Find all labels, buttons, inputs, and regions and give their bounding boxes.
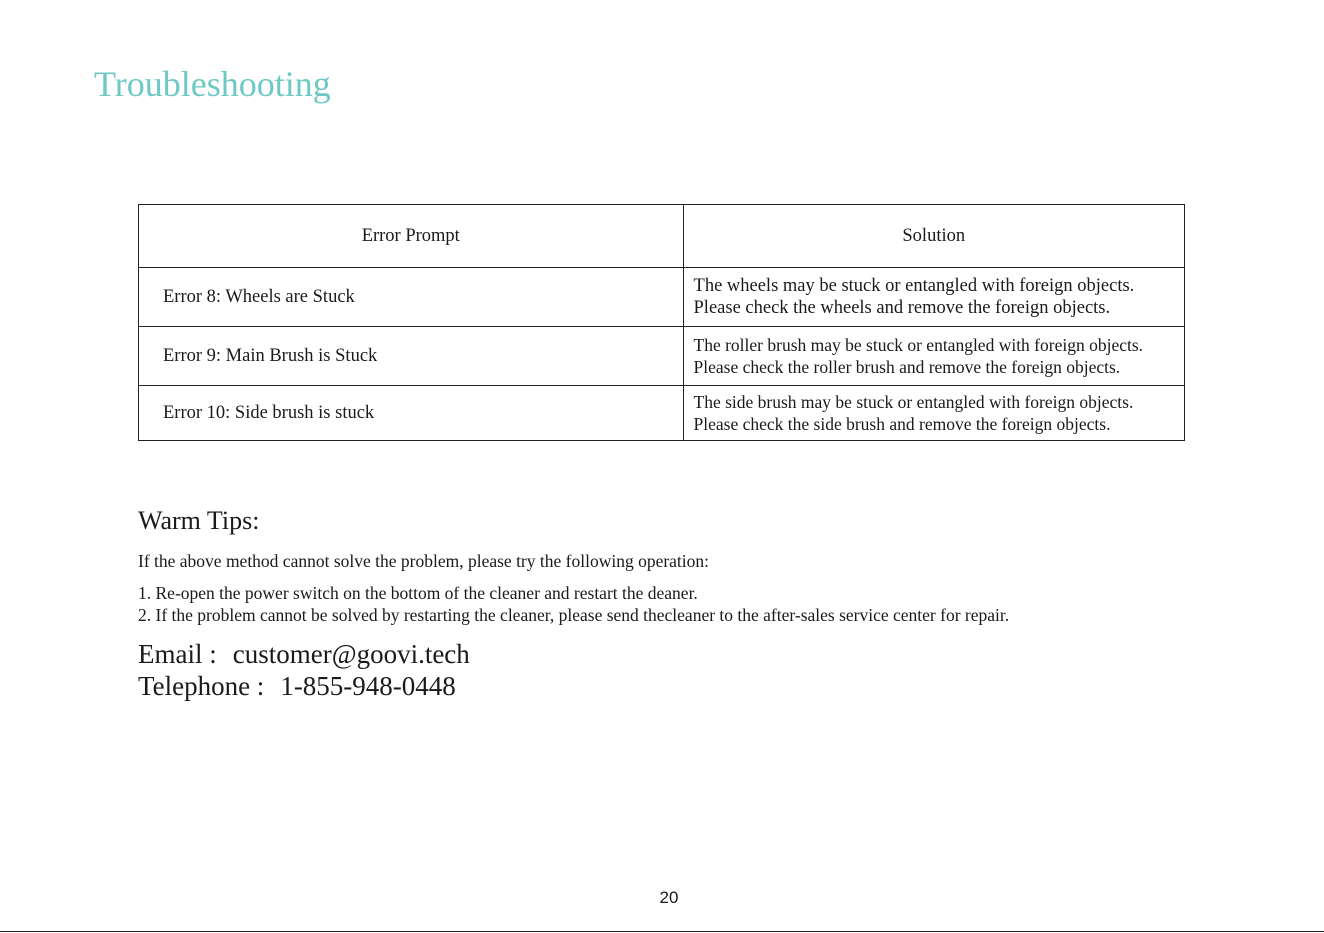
email-address[interactable]: customer@goovi.tech (232, 639, 470, 669)
error-cell: Error 8: Wheels are Stuck (139, 268, 684, 327)
telephone-label: Telephone : (138, 671, 265, 701)
page-number: 20 (659, 888, 679, 907)
troubleshooting-table (138, 204, 1185, 441)
table-header-row (139, 205, 1185, 268)
error-cell: Error 9: Main Brush is Stuck (139, 327, 684, 386)
solution-line: Please check the roller brush and remove the foreign objects. (693, 357, 1121, 377)
contact-phone-line (138, 670, 456, 702)
solution-line: Please check the wheels and remove the foreign objects. (693, 298, 1111, 318)
table-row (139, 327, 1185, 386)
solution-line: The wheels may be stuck or entangled with foreign objects. (693, 276, 1135, 296)
bottom-divider (0, 931, 1324, 932)
table-header-error-prompt: Error Prompt (139, 205, 684, 268)
error-cell: Error 10: Side brush is stuck (139, 386, 684, 441)
contact-email-line (138, 638, 470, 670)
table-header-solution: Solution (683, 205, 1184, 268)
solution-cell (683, 386, 1184, 441)
solution-line: Please check the side brush and remove the foreign objects. (693, 414, 1111, 434)
warm-tip-item: 1. Re-open the power switch on the bottom of the cleaner and restart the deaner. (138, 583, 698, 603)
table-row (139, 386, 1185, 441)
page-title: Troubleshooting (94, 64, 331, 104)
telephone-number[interactable]: 1-855-948-0448 (280, 671, 456, 701)
solution-line: The side brush may be stuck or entangled with foreign objects. (693, 392, 1134, 412)
warm-tips-heading: Warm Tips: (138, 506, 260, 535)
solution-cell (683, 268, 1184, 327)
solution-line: The roller brush may be stuck or entangled with foreign objects. (693, 335, 1144, 355)
table-row (139, 268, 1185, 327)
email-label: Email : (138, 639, 217, 669)
warm-tips-intro: If the above method cannot solve the problem, please try the following operation: (138, 551, 710, 571)
warm-tip-item: 2. If the problem cannot be solved by restarting the cleaner, please send thecleaner to the after-sales service center for repair. (138, 605, 1010, 625)
solution-cell (683, 327, 1184, 386)
